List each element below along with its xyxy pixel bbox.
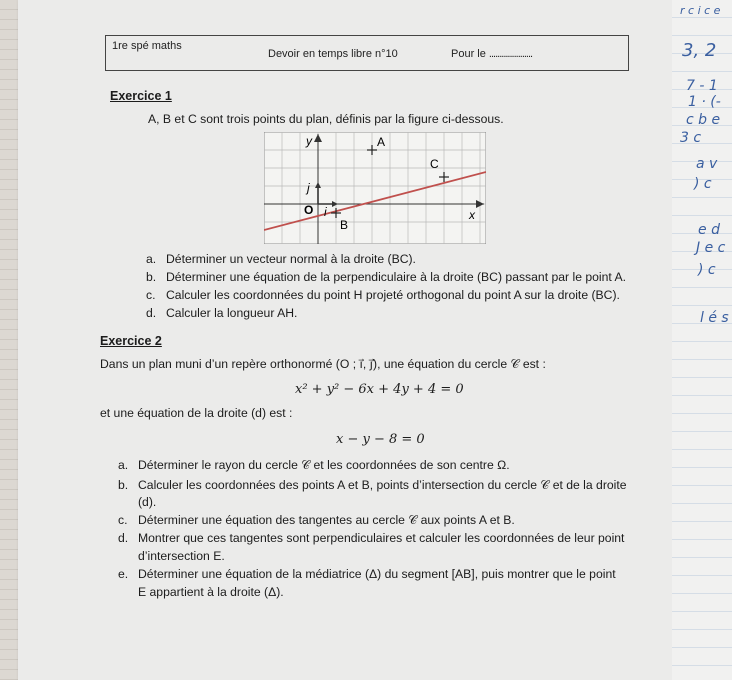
exercise-1-title: Exercice 1 bbox=[110, 89, 172, 103]
exercise-1-intro: A, B et C sont trois points du plan, définis par la figure ci-dessous. bbox=[148, 112, 504, 126]
item-letter: b. bbox=[146, 270, 157, 284]
point-c-label: C bbox=[430, 157, 439, 171]
notebook-scribble: J e c bbox=[696, 240, 726, 256]
ex2-item-b-cont: (d). bbox=[138, 495, 157, 509]
notebook-scribble: c b e bbox=[686, 112, 721, 128]
ex2-item-c bbox=[118, 513, 515, 528]
item-text: Déterminer une équation des tangentes au cercle 𝒞 aux points A et B. bbox=[138, 513, 515, 527]
item-text: Déterminer le rayon du cercle 𝒞 et les coordonnées de son centre Ω. bbox=[138, 458, 510, 472]
circle-equation: x² + y² − 6x + 4y + 4 = 0 bbox=[295, 382, 464, 397]
notebook-scribble: 3, 2 bbox=[682, 40, 717, 61]
ex2-item-d-cont: d’intersection E. bbox=[138, 549, 225, 563]
due-dots: ..................... bbox=[488, 48, 533, 60]
item-letter: a. bbox=[146, 252, 157, 266]
point-a-label: A bbox=[377, 135, 386, 149]
ex1-item-a bbox=[146, 252, 416, 266]
class-label: 1re spé maths bbox=[112, 40, 182, 52]
ex2-item-b bbox=[118, 478, 627, 493]
due-date-label bbox=[451, 48, 532, 60]
ex2-item-e bbox=[118, 567, 616, 581]
worksheet-page bbox=[18, 0, 672, 680]
notebook-page bbox=[672, 0, 732, 680]
item-letter: d. bbox=[118, 531, 129, 545]
notebook-scribble: 3 c bbox=[680, 130, 702, 146]
item-text: Déterminer un vecteur normal à la droite (BC). bbox=[166, 252, 416, 266]
item-letter: c. bbox=[118, 513, 128, 527]
notebook-scribble: e d bbox=[698, 222, 720, 238]
item-letter: d. bbox=[146, 306, 157, 320]
item-letter: a. bbox=[118, 458, 129, 472]
item-text: Calculer la longueur AH. bbox=[166, 306, 298, 320]
item-text: Calculer les coordonnées des points A et B, points d’intersection du cercle 𝒞 et de la droite bbox=[138, 478, 627, 492]
header-box bbox=[105, 35, 629, 71]
ex2-item-e-cont: E appartient à la droite (Δ). bbox=[138, 585, 284, 599]
x-axis-label: x bbox=[469, 208, 475, 222]
item-text: Calculer les coordonnées du point H projeté orthogonal du point A sur la droite (BC). bbox=[166, 288, 620, 302]
item-text: Déterminer une équation de la perpendiculaire à la droite (BC) passant par le point A. bbox=[166, 270, 627, 284]
notebook-scribble: l é s bbox=[700, 310, 729, 326]
notebook-scribble: ) c bbox=[698, 262, 716, 278]
homework-title: Devoir en temps libre n°10 bbox=[268, 48, 398, 60]
vector-j-label: j bbox=[307, 181, 310, 195]
item-text: Déterminer une équation de la médiatrice (Δ) du segment [AB], puis montrer que le point bbox=[138, 567, 616, 581]
y-axis-label: y bbox=[306, 134, 312, 148]
exercise-2-intro: Dans un plan muni d’un repère orthonormé (O ; i⃗, j⃗), une équation du cercle 𝒞 est : bbox=[100, 357, 546, 371]
line-intro: et une équation de la droite (d) est : bbox=[100, 406, 293, 420]
figure-frame bbox=[264, 132, 486, 244]
ex1-item-c bbox=[146, 288, 620, 302]
item-letter: e. bbox=[118, 567, 129, 581]
item-text: Montrer que ces tangentes sont perpendiculaires et calculer les coordonnées de leur point bbox=[138, 531, 625, 545]
exercise-2-title: Exercice 2 bbox=[100, 334, 162, 348]
due-label: Pour le bbox=[451, 48, 486, 60]
notebook-scribble: 7 - 1 bbox=[686, 78, 718, 94]
ex1-item-b bbox=[146, 270, 626, 284]
ex2-item-d bbox=[118, 531, 624, 545]
exercise-1-figure bbox=[264, 132, 486, 244]
origin-label: O bbox=[304, 203, 314, 217]
vector-i-label: i bbox=[324, 205, 327, 219]
point-b-label: B bbox=[340, 218, 349, 232]
notebook-scribble: ) c bbox=[694, 176, 712, 192]
line-equation: x − y − 8 = 0 bbox=[336, 432, 425, 447]
item-letter: b. bbox=[118, 478, 129, 492]
notebook-scribble: a v bbox=[696, 156, 718, 172]
item-letter: c. bbox=[146, 288, 156, 302]
background-pages bbox=[0, 0, 18, 680]
notebook-scribble: 1 · (- bbox=[688, 94, 721, 110]
ex2-item-a bbox=[118, 458, 510, 473]
notebook-scribble: r c i c e bbox=[680, 4, 721, 17]
ex1-item-d bbox=[146, 306, 297, 320]
